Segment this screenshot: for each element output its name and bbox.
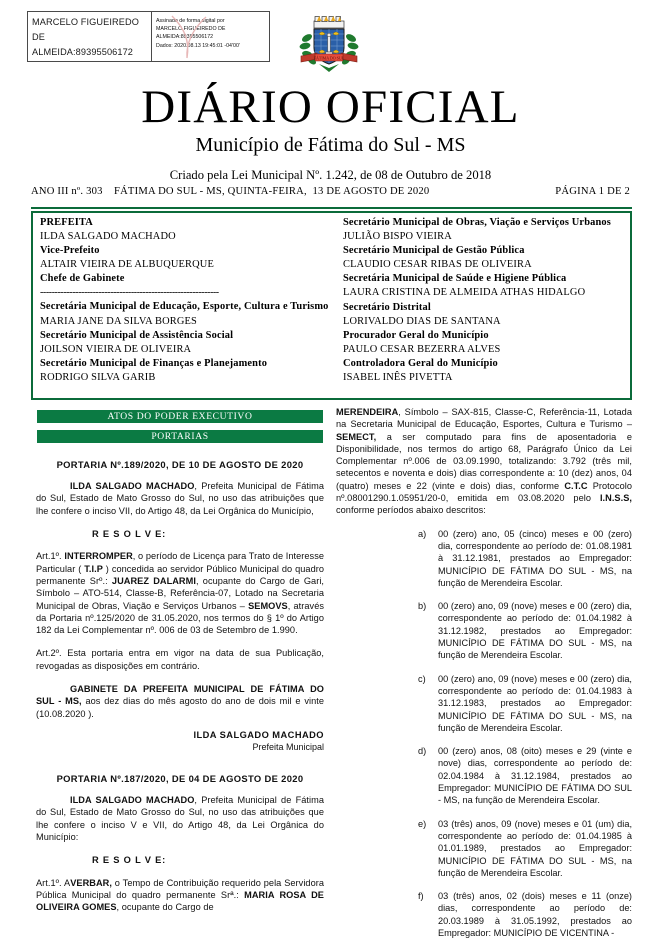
art1-text-a: , o período de Licença para Trato de Interesse Particular ( [36,551,325,574]
officials-separator: ------------------------------------------------------------- [40,287,219,299]
signature-detail-line-1: Assinado de forma digital por [156,18,225,24]
art1-text-b: ) concedida ao servidor Público Municipal do quadro permanente Srº.: [36,563,324,586]
right-text-column [336,406,632,950]
official-role: Secretário Distrital [342,301,431,313]
period-letter: e) [418,818,427,829]
portaria-189-preamble-name: ILDA SALGADO MACHADO [70,481,195,491]
signature-subject-line-3: ALMEIDA:89395506172 [32,47,133,57]
official-role: Secretária Municipal de Educação, Esporte, Cultura e Turismo [40,301,329,313]
continuation-text-4: conforme períodos abaixo descritos: [336,505,486,516]
continuation-text-1: , Símbolo – SAX-815, Classe-C, Referência-11, Lotada na Secretaria Municipal de Educação, Esportes, Cultura e Turismo – [336,407,632,430]
period-text: 00 (zero) ano, 09 (nove) meses e 00 (zero) dia, correspondente ao período de: 01.04.1983 à 31.12.1983, prestados ao Empregador: MUNICÍPIO DE FÁTIMA DO SUL - MS, na função de Merendeira Escolar. [438,673,632,733]
portaria-189-resolve: R E S O L V E: [92,528,167,539]
list-item [336,745,632,806]
period-text: 00 (zero) anos, 08 (oito) meses e 29 (vinte e nove) dias, correspondente ao período de: 02.04.1984 à 31.12.1984, prestados ao Empregador: MUNICÍPIO DE FÁTIMA DO SUL - MS, na função de Merendeira Escolar. [438,746,632,806]
official-role: Secretário Municipal de Obras, Viação e Serviços Urbanos [342,217,611,228]
contribution-periods-list [336,528,632,940]
art1-187-servidora-name: MARIA ROSA DE OLIVEIRA GOMES [36,889,324,913]
official-name: JULIÃO BISPO VIEIRA [342,231,452,243]
period-letter: f) [418,891,424,902]
portaria-189-preamble [36,480,324,517]
section-banner-portarias: PORTARIAS [37,430,323,443]
official-name: MARIA JANE DA SILVA BORGES [40,315,197,327]
art1-verb: INTERROMPER [64,551,133,562]
edition-info-left: ANO III nº. 303 FÁTIMA DO SUL - MS, QUINTA-FEIRA, 13 DE AGOSTO DE 2020 [31,186,430,197]
period-text: 03 (três) anos, 09 (nove) meses e 01 (um) dia, correspondente ao período de: 01.04.1985 à 01.01.1989, prestados ao Empregador: MUNICÍPIO DE FÁTIMA DO SUL - MS, na função de Merendeira Escolar. [438,818,632,878]
list-item [336,528,632,589]
period-text: 03 (três) anos, 02 (dois) meses e 11 (onze) dias, correspondente ao período de: 20.03.1989 à 31.05.1992, prestados ao Empregador: MUNICÍPIO DE VICENTINA - [438,891,632,938]
art1-187-text-b: , ocupante do Cargo de [116,902,214,913]
official-name: LORIVALDO DIAS DE SANTANA [342,315,501,327]
portaria-189-signature-title: Prefeita Municipal [252,742,324,753]
page-title: DIÁRIO OFICIAL [141,81,520,133]
list-item [336,890,632,939]
official-name: PAULO CESAR BEZERRA ALVES [342,343,501,355]
portaria-187-preamble-rest: , Prefeita Municipal de Fátima do Sul, Estado de Mato Grosso do Sul, no uso das atribuições que lhe confere o inciso V e VII, do Artigo 48, da Lei Orgânica do Município: [36,794,324,842]
period-letter: b) [418,601,427,612]
officials-right-column [333,213,630,398]
edition-info-bar [31,186,632,209]
continuation-text-3: Protocolo nº.08001290.1.05951/20-0, emitida em 03.08.2020 pelo [336,480,632,504]
period-letter: d) [418,746,427,757]
art1-187-verb: VERBAR, [70,877,112,888]
official-name: ILDA SALGADO MACHADO [40,231,176,243]
official-name: RODRIGO SILVA GARIB [40,371,156,383]
art1-text-c: , ocupante do Cargo de Gari, Símbolo – ATO-514, Classe-B, Referência-07, Lotado na Secretaria Municipal de Obras, Viação e Serviços Urbanos – [36,575,325,611]
portaria-189-gabinete [36,683,324,720]
signature-subject [28,12,152,61]
art1-text-d: , através da Portaria nº.125/2020 de 31.05.2020, nos termos do § 1º do Artigo 182 da Lei Complementar nº. 006 de 03 de Setembro de 1.990. [36,600,324,636]
official-name: ISABEL INÊS PIVETTA [342,372,453,384]
coat-of-arms-icon [297,12,361,76]
signature-details [152,12,269,61]
masthead-subtitle: Município de Fátima do Sul - MS [195,134,466,156]
svg-text:FÁTIMA DO SUL: FÁTIMA DO SUL [313,55,345,61]
official-role: Controladora Geral do Município [342,357,498,369]
masthead-law-line: Criado pela Lei Municipal Nº. 1.242, de 08 de Outubro de 2018 [169,168,492,182]
portaria-189-signature-name: ILDA SALGADO MACHADO [193,729,324,740]
portaria-189-art2: Art.2º. Esta portaria entra em vigor na data de sua Publicação, revogadas as disposições em contrário. [36,648,324,671]
gabinete-rest: aos dez dias do mês agosto do ano de dois mil e vinte (10.08.2020 ). [36,696,324,719]
art1-servidor-name: JUAREZ DALARMI [111,575,196,586]
portaria-189-heading: PORTARIA Nº.189/2020, DE 10 DE AGOSTO DE 2020 [56,459,304,470]
list-item [336,673,632,734]
official-role: Vice-Prefeito [40,245,100,257]
signature-subject-line-1: MARCELO FIGUEIREDO [32,17,139,27]
portaria-187-resolve: R E S O L V E: [92,855,167,866]
official-name: JOILSON VIEIRA DE OLIVEIRA [40,343,192,355]
official-name: LAURA CRISTINA DE ALMEIDA ATHAS HIDALGO [342,287,586,299]
ctc-abbrev: C.T.C [564,480,588,491]
portaria-187-preamble-name: ILDA SALGADO MACHADO [70,794,195,805]
left-text-column [36,458,324,925]
official-role: Secretário Municipal de Finanças e Planejamento [40,357,268,369]
portaria-189-art1 [36,550,324,636]
page-indicator: PÁGINA 1 DE 2 [555,186,630,197]
official-role: Procurador Geral do Município [342,329,489,341]
continuation-text-2: a ser computado para fins de aposentadoria e Disponibilidade, nos termos do artigo 68, Parágrafo Único da Lei Complementar nº.006 de 03.09.1990, totalizando: 3.792 (três mil, setecentos e noventa e dois) dias correspondente a: 10 (dez) anos, 04 (quatro) meses e 22 (vinte e dois) dias, conforme [336,431,632,491]
gabinete-bold: GABINETE DA PREFEITA MUNICIPAL DE FÁTIMA DO SUL - MS, [36,684,324,707]
art1-tip-abbrev: T.I.P [84,563,103,574]
portaria-189-preamble-rest: , Prefeita Municipal de Fátima do Sul, Estado de Mato Grosso do Sul, no uso das atribuições que lhe confere o inciso VII, do Artigo 48, da Lei Orgânica do Município, [36,481,324,516]
org-semect: SEMECT, [336,431,377,442]
signature-detail-line-3: ALMEIDA:89395506172 [156,34,214,41]
period-text: 00 (zero) ano, 09 (nove) meses e 00 (zero) dia, correspondente ao período de: 01.04.1982 à 31.12.1982, prestados ao Empregador: MUNICÍPIO DE FÁTIMA DO SUL - MS, na função de Merendeira Escolar. [438,601,632,661]
signature-detail-line-4: Dados: 2020.08.13 19:45:01 -04'00' [156,42,240,49]
art1-187-prefix: Art.1º. A [36,877,71,888]
portaria-187-continuation [336,406,632,517]
officials-left-column [33,213,333,398]
list-item [336,818,632,879]
period-text: 00 (zero) ano, 05 (cinco) meses e 00 (zero) dia, correspondente ao período de: 01.08.1981 à 31.12.1981, prestados ao Empregador: MUNICÍPIO DE FÁTIMA DO SUL - MS, na função de Merendeira Escolar. [438,528,632,588]
art1-org-abbrev: SEMOVS [248,600,288,611]
signature-subject-line-2: DE [32,32,45,42]
portaria-187-preamble [36,794,324,843]
officials-box [31,211,632,400]
official-name: ALTAIR VIEIRA DE ALBUQUERQUE [40,259,214,271]
cargo-merendeira: MERENDEIRA [336,407,399,417]
signature-detail-line-2: MARCELO FIGUEIREDO DE [156,26,226,33]
period-letter: c) [418,673,426,684]
section-banner-atos-do-poder-executivo: ATOS DO PODER EXECUTIVO [37,410,323,423]
official-role: Chefe de Gabinete [40,273,125,285]
digital-signature-stamp [27,11,270,62]
inss-abbrev: I.N.S.S, [599,493,632,504]
official-role: Secretário Municipal de Gestão Pública [342,245,525,257]
period-letter: a) [418,528,427,539]
official-role: Secretário Municipal de Assistência Social [40,329,234,341]
portaria-187-heading: PORTARIA Nº.187/2020, DE 04 DE AGOSTO DE 2020 [56,772,304,784]
official-name: CLAUDIO CESAR RIBAS DE OLIVEIRA [342,259,532,271]
art1-187-text-a: o Tempo de Contribuição requerido pela Servidora Pública Municipal do quadro permanente Srª.: [36,877,324,900]
portaria-187-art1 [36,877,324,914]
list-item [336,600,632,661]
art1-prefix: Art.1º. [36,551,62,562]
official-role: Secretária Municipal de Saúde e Higiene Pública [342,273,567,285]
masthead [0,82,661,184]
official-role: PREFEITA [40,217,93,228]
